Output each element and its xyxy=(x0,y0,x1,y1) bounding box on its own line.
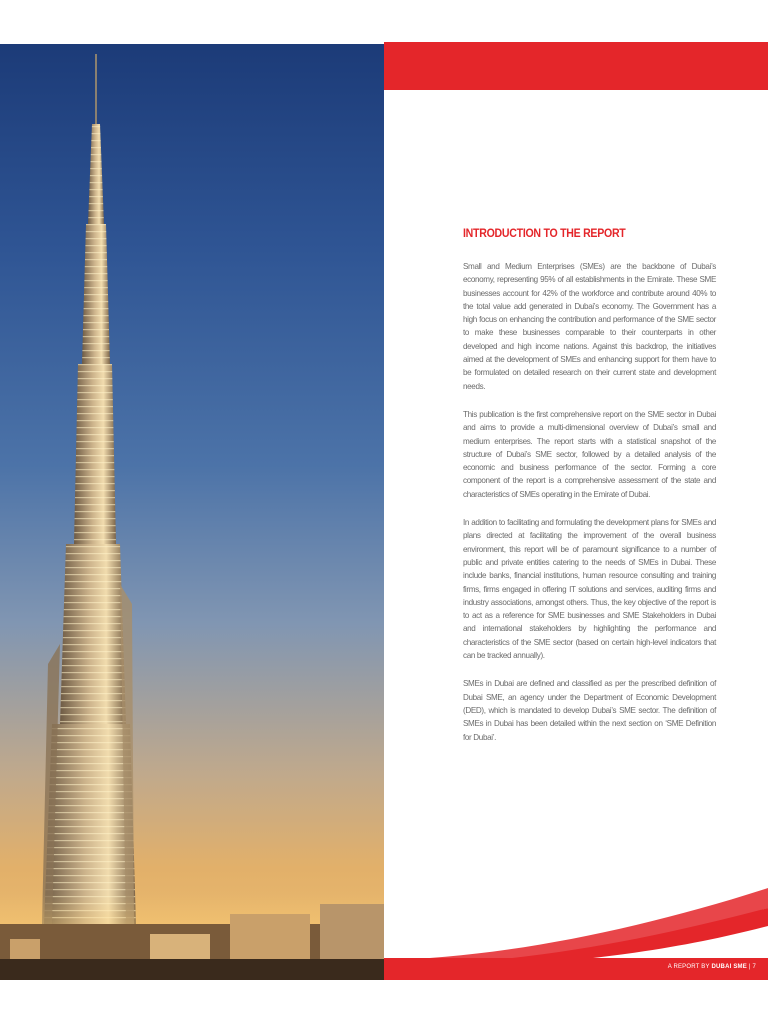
intro-paragraph-3: In addition to facilitating and formulating the development plans for SMEs and plans directed at facilitating the improvement of the overall business environment, this report will be of paramount significance to a number of public and private entities catering to the needs of SMEs in Dubai. These include banks, financial institutions, human resource consulting and training firms, firms engaged in offering IT solutions and services, auditing firms and industry associations, amongst others. Thus, the key objective of the report is to act as a reference for SME businesses and SME Stakeholders in Dubai and international stakeholders by highlighting the performance and characteristics of the SME sector (based on certain high-level indicators that can be tracked annually). xyxy=(463,518,716,661)
page-footer xyxy=(668,964,756,970)
intro-paragraph-1: Small and Medium Enterprises (SMEs) are the backbone of Dubai’s economy, representing 95% of all establishments in the Emirate. These SME businesses account for 42% of the workforce and contribute around 40% to the total value add generated in Dubai’s economy. The Government has a high focus on enhancing the contribution and performance of the SME sector to make these businesses comparable to their counterparts in other developed and high income nations. Against this backdrop, the initiatives aimed at the development of SMEs and enhancing support for them have to be formulated on detailed research on their current state and development needs. xyxy=(463,262,716,391)
footer-separator: | xyxy=(748,964,751,970)
footer-prefix: A REPORT BY xyxy=(667,964,710,970)
tower-photo xyxy=(0,44,384,980)
top-red-band xyxy=(384,42,768,90)
tower-illustration xyxy=(0,44,384,980)
footer-brand: DUBAI SME xyxy=(711,964,747,970)
intro-paragraph-4: SMEs in Dubai are defined and classified as per the prescribed definition of Dubai SME, an agency under the Department of Economic Development (DED), which is mandated to develop Dubai’s SME sector. The definition of SMEs in Dubai has been detailed within the next section on ‘SME Definition for Dubai’. xyxy=(463,679,716,742)
page-number: 7 xyxy=(752,964,756,970)
intro-section xyxy=(463,228,716,759)
section-heading: INTRODUCTION TO THE REPORT xyxy=(463,228,626,240)
intro-paragraph-2: This publication is the first comprehensive report on the SME sector in Dubai and aims to provide a multi-dimensional overview of Dubai’s small and medium enterprises. The report starts with a statistical snapshot of the structure of Dubai’s SME sector, followed by a detailed analysis of the economic and business performance of the sector. Forming a core component of the report is a comprehensive assessment of the state and characteristics of SMEs operating in the Emirate of Dubai. xyxy=(463,409,716,499)
